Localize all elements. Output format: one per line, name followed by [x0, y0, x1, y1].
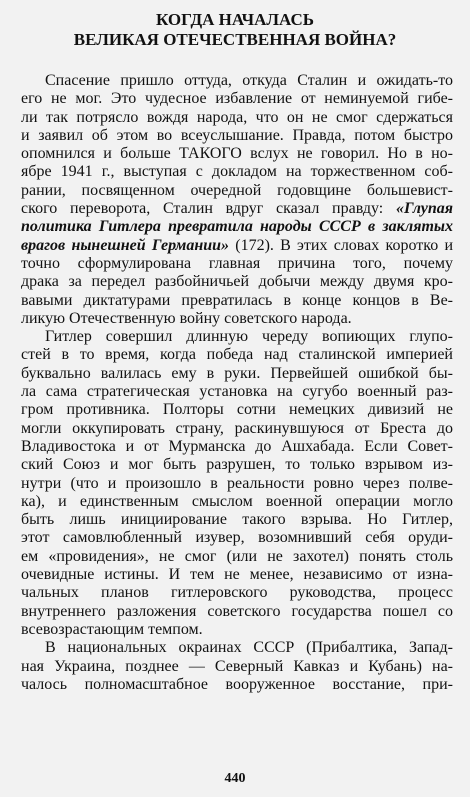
text-line: очевидные истины. И тем не менее, независимо от изна- [21, 566, 453, 584]
page-number: 440 [224, 771, 246, 786]
heading-line-2: ВЕЛИКАЯ ОТЕЧЕСТВЕННАЯ ВОЙНА? [73, 30, 397, 49]
text-line: быть лишь инициирование такого взрыва. Но Гитлер, [21, 511, 453, 529]
text-line: ского переворота, Сталин вдруг сказал правду: «Глупая [21, 200, 453, 218]
text-line: ем «провидения», не смог (или не захотел) понять столь [21, 547, 453, 565]
text-line: всевозрастающим темпом. [21, 620, 203, 638]
text-line: врагов нынешней Германии» (172). В этих словах коротко и [21, 236, 453, 254]
text-line: опомнился и больше ТАКОГО вслух не говорил. Но в но- [21, 145, 453, 163]
text-line: политика Гитлера превратила народы СССР в заклятых [21, 218, 453, 236]
body-text [21, 72, 453, 694]
text-line: ликую Отечественную войну советского народа. [21, 309, 352, 327]
text-line: гром противника. Полторы сотни немецких дивизий не [21, 401, 453, 419]
text-line: Владивостока и от Мурманска до Ашхабада. Если Совет- [21, 437, 453, 455]
text-line: внутреннего разложения советского государства пошел со [21, 602, 453, 620]
heading-line-1: КОГДА НАЧАЛАСЬ [156, 10, 314, 29]
text-line: вавыми диктатурами превратилась в конце концов в Ве- [21, 291, 453, 309]
text-line: ная Украина, позднее — Северный Кавказ и Кубань) на- [21, 657, 453, 675]
text-line: драка за передел разбойничьей добычи между двумя кро- [21, 273, 453, 291]
text-line: нутри (что и произошло в реальности ровно через полве- [21, 474, 453, 492]
text-line: ский Союз и мог быть разрушен, то только взрывом из- [21, 456, 453, 474]
text-line: его не мог. Это чудесное избавление от неминуемой гибе- [21, 90, 453, 108]
text-line: чальных планов гитлеровского руководства, процесс [21, 584, 453, 602]
text-line: и заявил об этом во всеуслышание. Правда, потом быстро [21, 126, 453, 144]
text-line: Гитлер совершил длинную череду вопиющих глупо- [45, 328, 453, 346]
text-line: этот самовлюбленный изувер, возомнивший себя оруди- [21, 529, 453, 547]
text-line: ка), и единственным смыслом военной операции могло [21, 492, 453, 510]
text-line: чалось полномасштабное вооруженное восстание, при- [21, 675, 453, 693]
text-line: стей в то время, когда победа над сталинской империей [21, 346, 453, 364]
text-line: ла сама стратегическая установка на сугубо военный раз- [21, 383, 453, 401]
text-line: могли оккупировать страну, раскинувшуюся от Бреста до [21, 419, 453, 437]
text-line: рании, посвященном очередной годовщине большевист- [21, 181, 453, 199]
chapter-heading [0, 10, 470, 50]
text-line: точно сформулирована главная причина того, почему [21, 254, 453, 272]
text-line: ли так потрясло вождя народа, что он не смог сдержаться [21, 108, 453, 126]
text-line: В национальных окраинах СССР (Прибалтика, Запад- [45, 639, 453, 657]
text-line: ябре 1941 г., выступая с докладом на торжественном соб- [21, 163, 453, 181]
text-line: буквально валилась ему в руки. Первейшей ошибкой бы- [21, 364, 453, 382]
text-line: Спасение пришло оттуда, откуда Сталин и ожидать-то [45, 72, 453, 89]
